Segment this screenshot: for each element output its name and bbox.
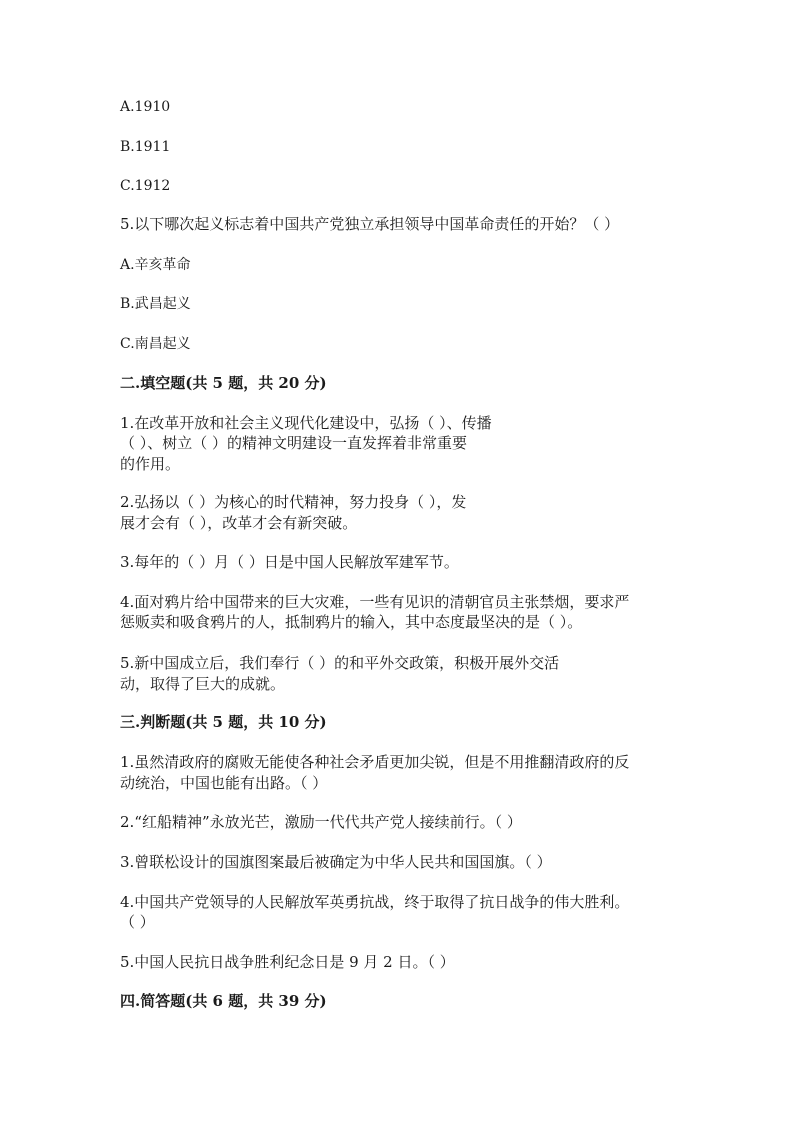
question-5-mc: 5.以下哪次起义标志着中国共产党独立承担领导中国革命责任的开始？（ ） — [120, 215, 620, 233]
tf-question-4-line: （ ） — [120, 913, 155, 931]
fill-question-4-line: 4.面对鸦片给中国带来的巨大灾难，一些有见识的清朝官员主张禁烟，要求严 — [120, 593, 630, 611]
option-b: B.1911 — [120, 139, 171, 155]
section-heading-true-false: 三.判断题(共 5 题，共 10 分) — [120, 713, 327, 731]
fill-question-5-line: 5.新中国成立后，我们奉行（ ）的和平外交政策，积极开展外交活 — [120, 654, 560, 672]
section-heading-fill-blank: 二.填空题(共 5 题，共 20 分) — [120, 374, 327, 392]
tf-question-3: 3.曾联松设计的国旗图案最后被确定为中华人民共和国国旗。（ ） — [120, 853, 552, 871]
tf-question-2: 2.“红船精神”永放光芒，激励一代代共产党人接续前行。（ ） — [120, 813, 522, 831]
fill-question-5-line: 动，取得了巨大的成就。 — [120, 675, 286, 693]
option-c: C.南昌起义 — [120, 336, 191, 352]
fill-question-4-line: 惩贩卖和吸食鸦片的人，抵制鸦片的输入，其中态度最坚决的是（ ）。 — [120, 613, 583, 631]
fill-question-2-line: 展才会有（ ），改革才会有新突破。 — [120, 514, 358, 532]
option-c: C.1912 — [120, 178, 171, 194]
tf-question-1-line: 1.虽然清政府的腐败无能使各种社会矛盾更加尖锐，但是不用推翻清政府的反 — [120, 753, 630, 771]
tf-question-5: 5.中国人民抗日战争胜利纪念日是 9 月 2 日。（ ） — [120, 953, 455, 971]
fill-question-1-line: （ ）、树立（ ）的精神文明建设一直发挥着非常重要 — [120, 434, 468, 452]
option-a: A.1910 — [120, 99, 171, 115]
section-heading-short-answer: 四.简答题(共 6 题，共 39 分) — [120, 992, 327, 1010]
tf-question-1-line: 动统治，中国也能有出路。（ ） — [120, 774, 328, 792]
option-b: B.武昌起义 — [120, 296, 191, 312]
fill-question-1-line: 的作用。 — [120, 455, 181, 473]
fill-question-3: 3.每年的（ ）月（ ）日是中国人民解放军建军节。 — [120, 553, 459, 571]
fill-question-1-line: 1.在改革开放和社会主义现代化建设中，弘扬（ ）、传播 — [120, 414, 492, 432]
tf-question-4-line: 4.中国共产党领导的人民解放军英勇抗战，终于取得了抗日战争的伟大胜利。 — [120, 893, 630, 911]
fill-question-2-line: 2.弘扬以（ ）为核心的时代精神，努力投身（ ），发 — [120, 493, 467, 511]
option-a: A.辛亥革命 — [120, 257, 191, 273]
